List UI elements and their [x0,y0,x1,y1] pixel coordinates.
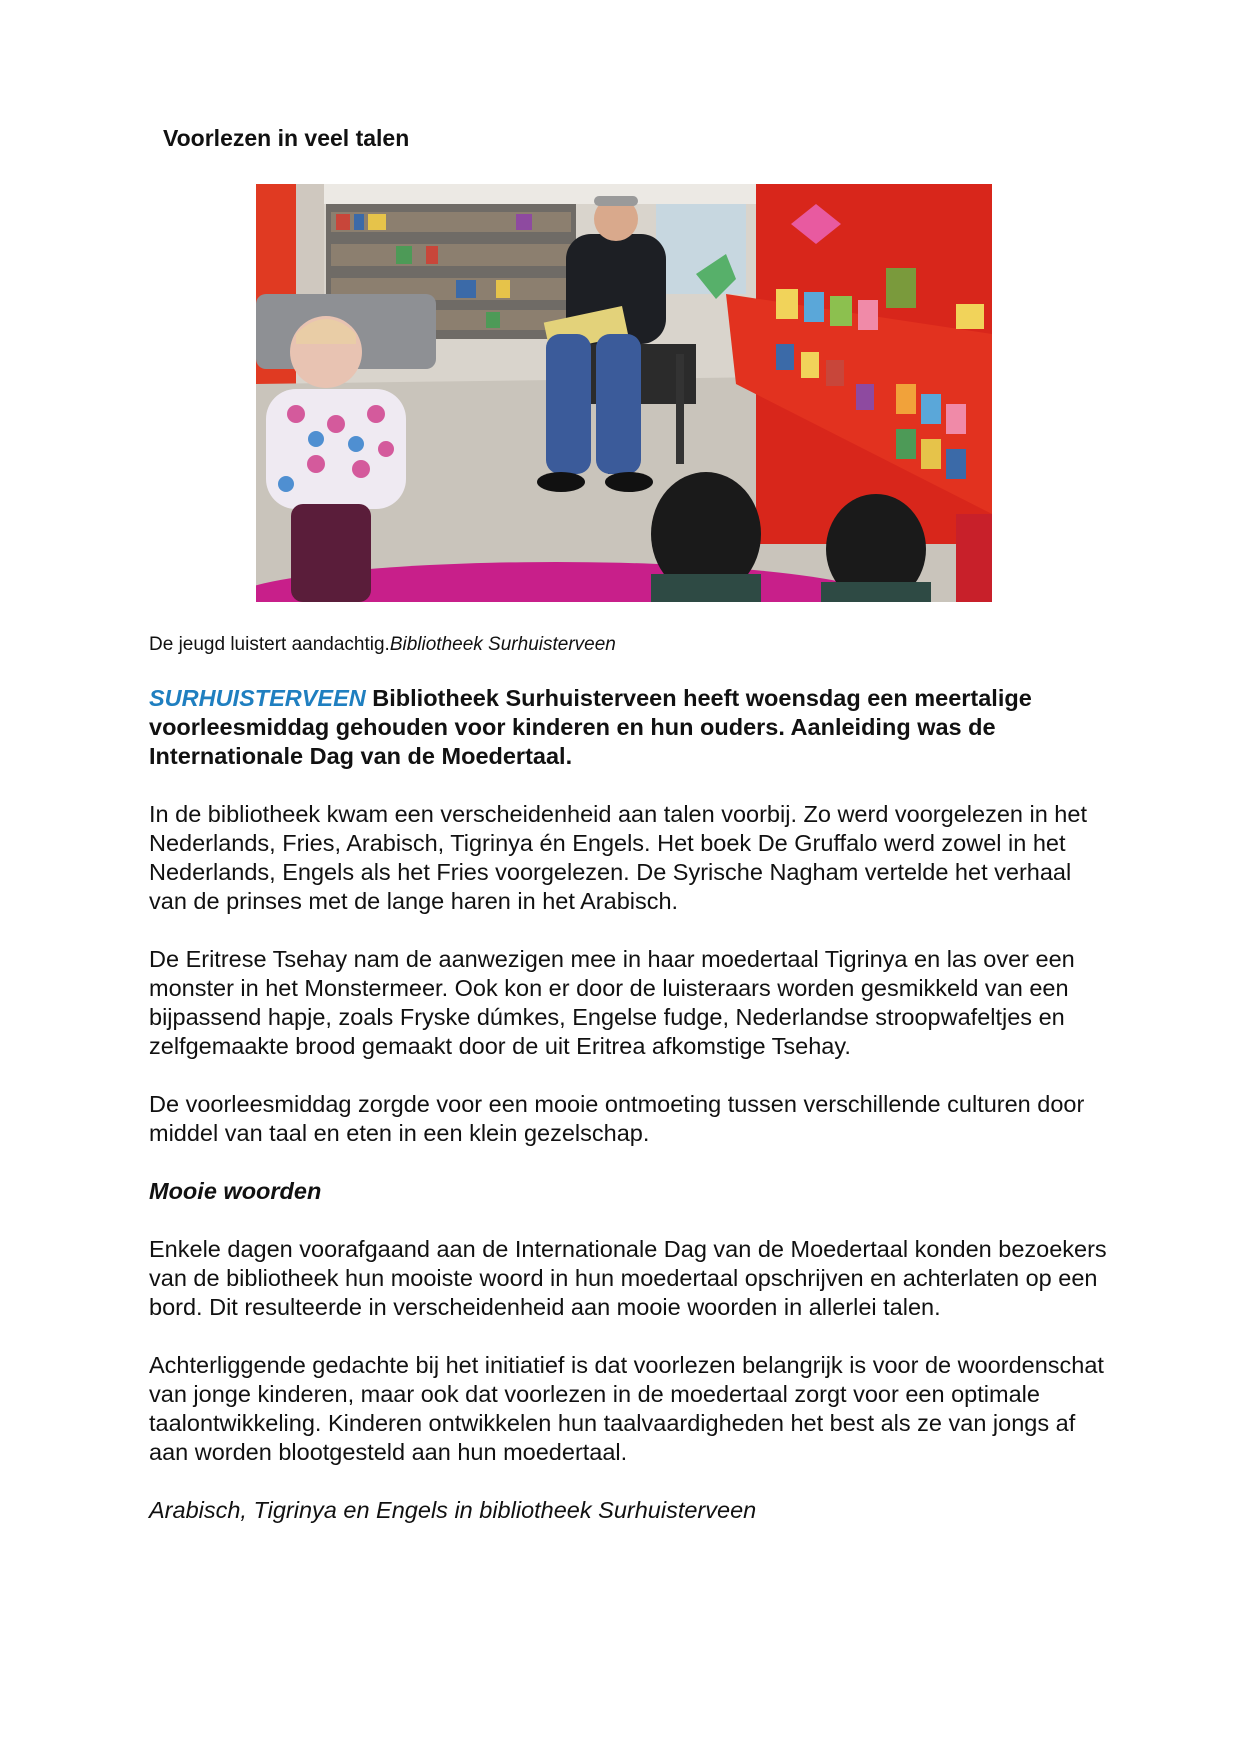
body-paragraph-5: Achterliggende gedachte bij het initiatief is dat voorlezen belangrijk is voor de woordenschat van jonge kinderen, maar ook dat voorlezen in de moedertaal zorgt voor een optimale taalontwikkeling. Kinderen ontwikkelen hun taalvaardigheden het best als ze van jongs af aan worden blootgesteld aan hun moedertaal. [149,1352,1104,1465]
lead-text: Bibliotheek Surhuisterveen heeft woensdag een meertalige voorleesmiddag gehouden voor kinderen en hun ouders. Aanleiding was de Internationale Dag van de Moedertaal. [149,685,1032,769]
article-title: Voorlezen in veel talen [163,125,410,151]
body-paragraph-1: In de bibliotheek kwam een verscheidenheid aan talen voorbij. Zo werd voorgelezen in het Nederlands, Fries, Arabisch, Tigrinya én Engels. Het boek De Gruffalo werd zowel in het Nederlands, Engels als het Fries voorgelezen. De Syrische Nagham vertelde het verhaal van de prinses met de lange haren in het Arabisch. [149,801,1087,914]
article-photo [256,184,992,602]
body-paragraph-2: De Eritrese Tsehay nam de aanwezigen mee in haar moedertaal Tigrinya en las over een monster in het Monstermeer. Ook kon er door de luisteraars worden gesmikkeld van een bijpassend hapje, zoals Fryske dúmkes, Engelse fudge, Nederlandse stroopwafeltjes en zelfgemaakte brood gemaakt door de uit Eritrea afkomstige Tsehay. [149,946,1075,1059]
body-paragraph-3: De voorleesmiddag zorgde voor een mooie ontmoeting tussen verschillende culturen door middel van taal en eten in een klein gezelschap. [149,1091,1085,1146]
caption-credit: Bibliotheek Surhuisterveen [389,634,616,655]
caption-text: De jeugd luistert aandachtig. [149,634,390,655]
footer-line: Arabisch, Tigrinya en Engels in bibliotheek Surhuisterveen [149,1497,757,1523]
photo-caption [149,634,616,656]
article-body [149,684,1109,1554]
dateline: SURHUISTERVEEN [149,685,366,711]
body-paragraph-4: Enkele dagen voorafgaand aan de Internationale Dag van de Moedertaal konden bezoekers van de bibliotheek hun mooiste woord in hun moedertaal opschrijven en achterlaten op een bord. Dit resulteerde in verscheidenheid aan mooie woorden in allerlei talen. [149,1236,1107,1320]
subheading: Mooie woorden [149,1178,322,1204]
lead-paragraph [149,684,1109,771]
